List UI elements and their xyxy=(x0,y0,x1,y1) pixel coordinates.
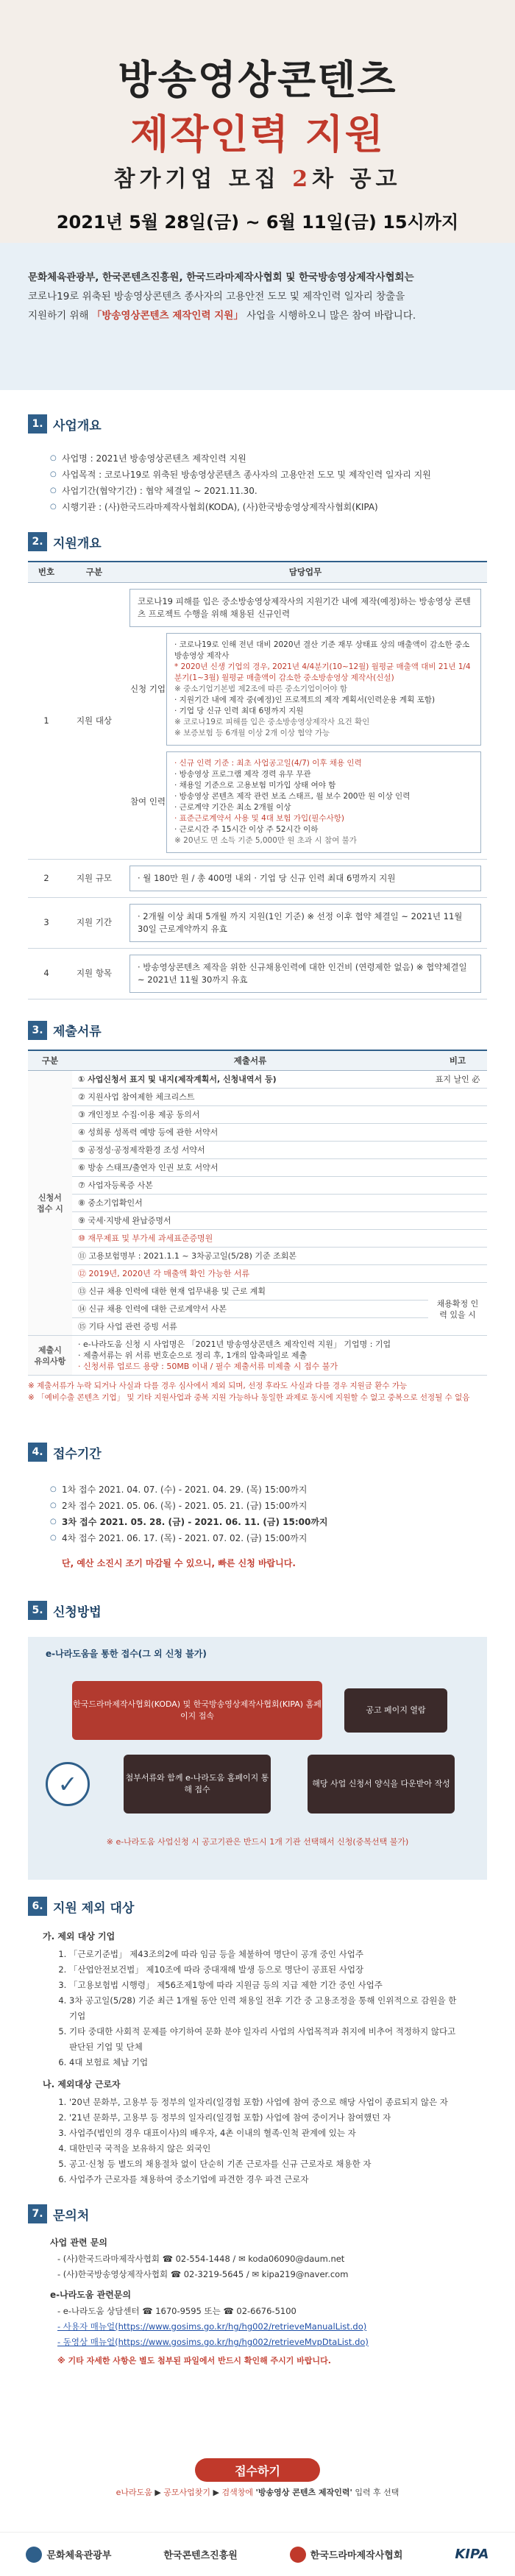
doc-item: ⑧ 중소기업확인서 xyxy=(72,1195,428,1212)
col-header: 제출서류 xyxy=(72,1050,428,1071)
intro-box xyxy=(0,243,515,390)
table-row xyxy=(28,1142,487,1159)
intro-line1: 문화체육관광부, 한국콘텐츠진흥원, 한국드라마제작사협회 및 한국방송영상제작사협회는 xyxy=(28,272,414,283)
list-item: 1. 「근로기준법」 제43조의2에 따라 임금 등을 체불하여 명단이 공개 중인 사업주 xyxy=(69,1947,462,1962)
doc-item: ② 지원사업 참여제한 체크리스트 xyxy=(72,1089,428,1106)
person-line: · 표준근로계약서 사용 및 4대 보험 가입(필수사항) xyxy=(174,813,344,823)
row-name: 지원 기간 xyxy=(65,897,124,948)
detail-box: · 방송영상콘텐츠 제작을 위한 신규채용인력에 대한 인건비 (연령제한 없음) ※ 협약체결일 ~ 2021년 11월 30까지 유효 xyxy=(129,955,481,993)
period-list xyxy=(28,1471,487,1557)
path-step: 입력 후 선택 xyxy=(355,2488,399,2497)
list-item: ○ 사업기간(협약기간) : 협약 체결일 ~ 2021.11.30. xyxy=(50,483,465,499)
target-company xyxy=(129,633,481,746)
intro-line3-b: 사업을 시행하오니 많은 참여 바랍니다. xyxy=(243,310,416,322)
section-contact xyxy=(0,2195,515,2371)
person-line: · 채용일 기준으로 고용보험 미가입 상태 여야 함 xyxy=(174,780,336,790)
section-title: 신청방법 xyxy=(53,1604,102,1620)
doc-item: ⑫ 2019년, 2020년 각 매출액 확인 가능한 서류 xyxy=(72,1265,428,1283)
company-line: ※ 코로나19로 피해를 입은 중소방송영상제작사 요건 확인 xyxy=(174,717,370,726)
doc-item: ③ 개인정보 수집·이용 제공 동의서 xyxy=(72,1106,428,1124)
company-box xyxy=(166,633,481,746)
list-item: 1. '20년 문화부, 고용부 등 정부의 일자리(일경험 포함) 사업에 참여 중으로 해당 사업이 종료되지 않은 자 xyxy=(69,2095,462,2110)
person-line: · 방송영상 프로그램 제작 경력 유무 무관 xyxy=(174,769,311,779)
list-item: 5. 기타 중대한 사회적 문제를 야기하여 문화 분야 일자리 사업의 사업목적과 취지에 비추어 적정하지 않다고 판단된 기업 및 단체 xyxy=(69,2024,462,2055)
section-support xyxy=(0,523,515,999)
section-number: 4. xyxy=(28,1443,47,1462)
overview-list xyxy=(28,443,487,523)
apply-step-2: 공고 페이지 열람 xyxy=(344,1688,447,1733)
section-header xyxy=(28,1887,487,1925)
path-step: 공모사업찾기 xyxy=(163,2488,211,2497)
sub-label: 신청 기업 xyxy=(129,683,166,694)
section-overview xyxy=(0,405,515,523)
logo-text: 한국드라마제작사협회 xyxy=(310,2550,403,2561)
list-item: ○ 시행기관 : (사)한국드라마제작사협회(KODA), (사)한국방송영상제작사협회(KIPA) xyxy=(50,499,465,515)
section-number: 1. xyxy=(28,414,47,434)
doc-item: ⑭ 신규 채용 인력에 대한 근로계약서 사본 xyxy=(72,1301,428,1318)
section-number: 2. xyxy=(28,532,47,551)
table-row xyxy=(28,1195,487,1212)
section-title: 접수기간 xyxy=(53,1446,102,1462)
detail-box: · 월 180만 원 / 총 400명 내외 · 기업 당 신규 인력 최대 6명까지 지원 xyxy=(129,866,481,891)
support-table xyxy=(28,561,487,999)
section-title: 문의처 xyxy=(53,2208,90,2223)
list-item: 2. 「산업안전보건법」 제10조에 따라 중대재해 발생 등으로 명단이 공표된 사업장 xyxy=(69,1962,462,1978)
company-line: · 지원기간 내에 제작 중(예정)인 프로젝트의 제작 계획서(인력운용 계획 포함) xyxy=(174,695,436,704)
row-detail xyxy=(124,897,487,948)
table-row xyxy=(28,1212,487,1230)
notice-cell xyxy=(72,1336,487,1376)
mcst-icon xyxy=(26,2547,42,2563)
col-header: 구분 xyxy=(65,562,124,582)
hero-title-line2: 제작인력 지원 xyxy=(130,111,385,158)
row-number: 2 xyxy=(28,859,65,897)
list-item: ○ 3차 접수 2021. 05. 28. (금) - 2021. 06. 11. (금) 15:00까지 xyxy=(50,1514,465,1530)
documents-table xyxy=(28,1050,487,1376)
section-title: 지원개요 xyxy=(53,536,102,551)
table-row xyxy=(28,1089,487,1106)
doc-item: ⑪ 고용보험명부 : 2021.1.1 ~ 3차공고일(5/28) 기준 조회본 xyxy=(72,1248,428,1265)
section-header xyxy=(28,1591,487,1630)
path-step: e나라도움 xyxy=(116,2488,152,2497)
contact-b-title: e-나라도움 관련문의 xyxy=(50,2290,132,2300)
apply-now-button[interactable]: 접수하기 xyxy=(195,2458,320,2482)
list-item: 2. '21년 문화부, 고용부 등 정부의 일자리(일경험 포함) 사업에 참여 중이거나 참여했던 자 xyxy=(69,2110,462,2126)
apply-banner xyxy=(0,2458,515,2499)
apply-step-3: 첨부서류와 함께 e-나라도움 홈페이지 통해 접수 xyxy=(124,1755,271,1814)
section-title: 지원 제외 대상 xyxy=(53,1900,135,1916)
table-row xyxy=(28,1230,487,1248)
notice-line: · 제출서류는 위 서류 번호순으로 정리 후, 1개의 압축파일로 제출 xyxy=(78,1351,308,1360)
list-item: ○ 4차 접수 2021. 06. 17. (목) - 2021. 07. 02. (금) 15:00까지 xyxy=(50,1530,465,1546)
exclusion-a-title: 가. 제외 대상 기업 xyxy=(43,1931,116,1942)
footer-logos xyxy=(0,2532,515,2576)
table-row xyxy=(28,1248,487,1265)
row-name: 지원 항목 xyxy=(65,948,124,999)
company-line: · 코로나19로 인해 전년 대비 2020년 결산 기준 재무 상태표 상의 매출액이 감소한 중소방송영상 제작사 xyxy=(174,640,470,660)
list-item: ○ 사업목적 : 코로나19로 위축된 방송영상콘텐츠 종사자의 고용안전 도모 및 제작인력 일자리 지원 xyxy=(50,467,465,483)
apply-step-1: 한국드라마제작사협회(KODA) 및 한국방송영상제작사협회(KIPA) 홈페이지 접속 xyxy=(72,1681,322,1740)
list-item: - (사)한국방송영상제작사협회 ☎ 02-3219-5645 / ✉ kipa219@naver.com xyxy=(57,2269,349,2279)
col-header: 담당업무 xyxy=(124,562,487,582)
detail-box: · 2개월 이상 최대 5개월 까지 지원(1인 기준) ※ 선정 이후 협약 체결일 ~ 2021년 11월 30일 근로계약까지 유효 xyxy=(129,904,481,942)
table-row xyxy=(28,1336,487,1376)
check-icon: ✓ xyxy=(46,1762,90,1806)
list-item: 3. 「고용보험법 시행령」 제56조제1항에 따라 지원금 등의 지급 제한 기간 중인 사업주 xyxy=(69,1978,462,1993)
person-line: · 신규 인력 기준 : 최초 사업공고일(4/7) 이후 채용 인력 xyxy=(174,758,362,768)
list-item: 4. 대한민국 국적을 보유하지 않은 외국인 xyxy=(69,2141,462,2156)
contact-b-list xyxy=(28,2304,487,2350)
table-row xyxy=(28,1301,487,1318)
table-row xyxy=(28,1177,487,1195)
row-number: 1 xyxy=(28,582,65,859)
doc-item: ⑬ 신규 채용 인력에 대한 현재 업무내용 및 근로 계획 xyxy=(72,1283,428,1301)
logo-text: 한국콘텐츠진흥원 xyxy=(163,2550,238,2561)
list-item: ○ 1차 접수 2021. 04. 07. (수) - 2021. 04. 29. (목) 15:00까지 xyxy=(50,1482,465,1498)
col-header: 구분 xyxy=(28,1050,72,1071)
list-item[interactable]: - 사용자 매뉴얼(https://www.gosims.go.kr/hg/hg002/retrieveManualList.do) xyxy=(57,2321,367,2332)
doc-item: ⑥ 방송 스태프/출연자 인권 보호 서약서 xyxy=(72,1159,428,1177)
apply-header: e-나라도움을 통한 접수(그 외 신청 불가) xyxy=(46,1649,207,1659)
section-apply xyxy=(0,1591,515,1880)
subtitle-round: 2 xyxy=(292,166,313,192)
doc-item: ⑨ 국세·지방세 완납증명서 xyxy=(72,1212,428,1230)
col-header: 번호 xyxy=(28,562,65,582)
exclusion-b-list xyxy=(28,2095,487,2187)
row-name: 지원 대상 xyxy=(65,582,124,859)
intro-line2: 코로나19로 위축된 방송영상콘텐츠 종사자의 고용안전 도모 및 제작인력 일자리 창출을 xyxy=(28,291,405,302)
logo-kipa: KIPA xyxy=(455,2547,489,2562)
sub-label: 참여 인력 xyxy=(129,796,166,807)
contact-a-list xyxy=(28,2251,487,2282)
table-row xyxy=(28,1283,487,1301)
company-line: * 2020년 신생 기업의 경우, 2021년 4/4분기(10~12월) 월평균 매출액 대비 21년 1/4분기(1~3월) 월평균 매출액이 감소한 중소방송영상 제작사(신설) xyxy=(174,662,471,682)
logo-text: 문화체육관광부 xyxy=(46,2550,112,2561)
section-header xyxy=(28,1011,487,1050)
group-label: 신청서 접수 시 xyxy=(28,1071,72,1336)
company-line: · 기업 당 신규 인력 최대 6명까지 지원 xyxy=(174,706,304,715)
doc-note: 표지 날인 必 xyxy=(428,1071,487,1089)
list-item: 3. 사업주(법인의 경우 대표이사)의 배우자, 4촌 이내의 혈족·인척 관계에 있는 자 xyxy=(69,2126,462,2141)
period-note: 단, 예산 소진시 조기 마감될 수 있으니, 빠른 신청 바랍니다. xyxy=(62,1558,296,1568)
group-label: 제출시 유의사항 xyxy=(28,1336,72,1376)
section-header xyxy=(28,1433,487,1471)
company-line: ※ 중소기업기본법 제2조에 따른 중소기업이어야 함 xyxy=(174,684,348,693)
section-documents xyxy=(0,1011,515,1404)
target-summary: 코로나19 피해를 입은 중소방송영상제작사의 지원기간 내에 제작(예정)하는 방송영상 콘텐츠 프로젝트 수행을 위해 채용된 신규인력 xyxy=(129,589,481,627)
table-row xyxy=(28,948,487,999)
section-number: 5. xyxy=(28,1601,47,1620)
list-item[interactable]: - 동영상 매뉴얼(https://www.gosims.go.kr/hg/hg002/retrieveMvpDtaList.do) xyxy=(57,2337,369,2347)
target-person xyxy=(129,751,481,853)
notice-line: · e-나라도움 신청 시 사업명은 「2021년 방송영상콘텐츠 제작인력 지원」 기업명 : 기업 xyxy=(78,1340,391,1349)
table-row xyxy=(28,897,487,948)
subtitle-post: 차 공고 xyxy=(312,166,402,192)
table-row xyxy=(28,1124,487,1142)
intro-highlight: 「방송영상콘텐츠 제작인력 지원」 xyxy=(91,310,244,322)
col-header: 비고 xyxy=(428,1050,487,1071)
hero-title-line1: 방송영상콘텐츠 xyxy=(118,57,397,103)
section-number: 3. xyxy=(28,1021,47,1040)
logo-koda xyxy=(290,2547,403,2563)
list-item: - e-나라도움 상담센터 ☎ 1670-9595 또는 ☎ 02-6676-5100 xyxy=(57,2306,296,2316)
row-number: 4 xyxy=(28,948,65,999)
row-name: 지원 규모 xyxy=(65,859,124,897)
section-header xyxy=(28,405,487,443)
section-number: 6. xyxy=(28,1897,47,1916)
logo-mcst xyxy=(26,2547,111,2563)
subtitle-pre: 참가기업 모집 xyxy=(113,166,280,192)
section-period xyxy=(0,1433,515,1569)
doc-item: ④ 성희롱 성폭력 예방 등에 관한 서약서 xyxy=(72,1124,428,1142)
intro-line3 xyxy=(28,306,487,325)
list-item: 5. 공고·신청 등 별도의 채용절차 없이 단순히 기존 근로자를 신규 근로자로 채용한 자 xyxy=(69,2156,462,2172)
section-header xyxy=(28,523,487,561)
doc-item: ① 사업신청서 표지 및 내지(제작계획서, 신청내역서 등) xyxy=(72,1071,428,1089)
apply-note: ※ e-나라도움 사업신청 시 공고기관은 반드시 1개 기관 선택해서 신청(중복선택 불가) xyxy=(106,1837,409,1847)
company-line: ※ 보증보험 등 6개월 이상 2개 이상 협약 가능 xyxy=(174,728,330,737)
doc-warning-1: ※ 제출서류가 누락 되거나 사실과 다를 경우 심사에서 제외 되며, 선정 후라도 사실과 다를 경우 지원금 환수 가능 xyxy=(28,1381,408,1390)
doc-item: ⑦ 사업자등록증 사본 xyxy=(72,1177,428,1195)
section-exclusion xyxy=(0,1887,515,2187)
section-title: 제출서류 xyxy=(53,1025,102,1039)
apply-path: e나라도움 ▶ 공모사업찾기 ▶ 검색창에 '방송영상 콘텐츠 제작인력' 입력 후 선택 xyxy=(116,2488,399,2497)
table-row xyxy=(28,1106,487,1124)
list-item: 4. 3차 공고일(5/28) 기준 최근 1개월 동안 인력 채용일 전후 기간 중 고용조정을 통해 인위적으로 감원을 한 기업 xyxy=(69,1993,462,2024)
table-row xyxy=(28,1265,487,1283)
table-row xyxy=(28,1071,487,1089)
notice-line: · 신청서류 업로드 용량 : 50MB 이내 / 필수 제출서류 미제출 시 접수 불가 xyxy=(78,1362,338,1371)
hero-subtitle xyxy=(0,160,515,193)
list-item: - (사)한국드라마제작사협회 ☎ 02-554-1448 / ✉ koda06090@daum.net xyxy=(57,2254,345,2264)
doc-warning-2: ※ 「예비수출 콘텐츠 기업」 및 기타 지원사업과 중복 지원 가능하나 동일한 과제로 동시에 지원할 수 없고 중복으로 선정될 수 없음 xyxy=(28,1393,470,1402)
row-detail xyxy=(124,582,487,859)
doc-item: ⑮ 기타 사업 관련 증빙 서류 xyxy=(72,1318,428,1336)
list-item: 6. 사업주가 근로자를 채용하여 중소기업에 파견한 경우 파견 근로자 xyxy=(69,2172,462,2187)
person-line: · 근로계약 기간은 최소 2개월 이상 xyxy=(174,802,291,812)
intro-line3-a: 지원하기 위해 xyxy=(28,310,92,322)
row-number: 3 xyxy=(28,897,65,948)
section-title: 사업개요 xyxy=(53,418,102,434)
person-line: ※ 20년도 면 소득 기준 5,000만 원 초과 시 참여 불가 xyxy=(174,835,357,845)
table-row xyxy=(28,582,487,859)
contact-a-title: 사업 관련 문의 xyxy=(50,2237,107,2248)
table-row xyxy=(28,859,487,897)
list-item: ○ 사업명 : 2021년 방송영상콘텐츠 제작인력 지원 xyxy=(50,450,465,467)
path-keyword: '방송영상 콘텐츠 제작인력' xyxy=(255,2488,352,2497)
exclusion-b-title: 나. 제외대상 근로자 xyxy=(43,2079,121,2090)
exclusion-a-list xyxy=(28,1947,487,2070)
logo-kocca xyxy=(163,2547,237,2561)
doc-item: ⑤ 공정성·공정제작환경 조성 서약서 xyxy=(72,1142,428,1159)
row-detail xyxy=(124,859,487,897)
person-line: · 방송영상 콘텐츠 제작 관련 보조 스태프, 월 보수 200만 원 이상 인력 xyxy=(174,791,411,801)
contact-note: ※ 기타 자세한 사항은 별도 첨부된 파일에서 반드시 확인해 주시기 바랍니다. xyxy=(57,2356,331,2366)
hero-banner xyxy=(0,0,515,243)
row-detail xyxy=(124,948,487,999)
list-item: 6. 4대 보험료 체납 기업 xyxy=(69,2055,462,2070)
apply-flow xyxy=(28,1637,487,1880)
path-step: 검색창에 xyxy=(221,2488,254,2497)
table-row xyxy=(28,1159,487,1177)
hero-period: 2021년 5월 28일(금) ~ 6월 11일(금) 15시까지 xyxy=(56,212,459,233)
section-header xyxy=(28,2195,487,2233)
koda-icon xyxy=(290,2547,306,2563)
person-box xyxy=(166,751,481,853)
person-line: · 근로시간 주 15시간 이상 주 52시간 이하 xyxy=(174,824,319,834)
apply-step-4: 해당 사업 신청서 양식을 다운받아 작성 xyxy=(308,1755,455,1814)
list-item: ○ 2차 접수 2021. 05. 06. (목) - 2021. 05. 21. (금) 15:00까지 xyxy=(50,1498,465,1514)
table-row xyxy=(28,1318,487,1336)
doc-note: 채용확정 인력 있을 시 xyxy=(428,1283,487,1336)
doc-item: ⑩ 재무제표 및 부가세 과세표준증명원 xyxy=(72,1230,428,1248)
section-number: 7. xyxy=(28,2204,47,2223)
